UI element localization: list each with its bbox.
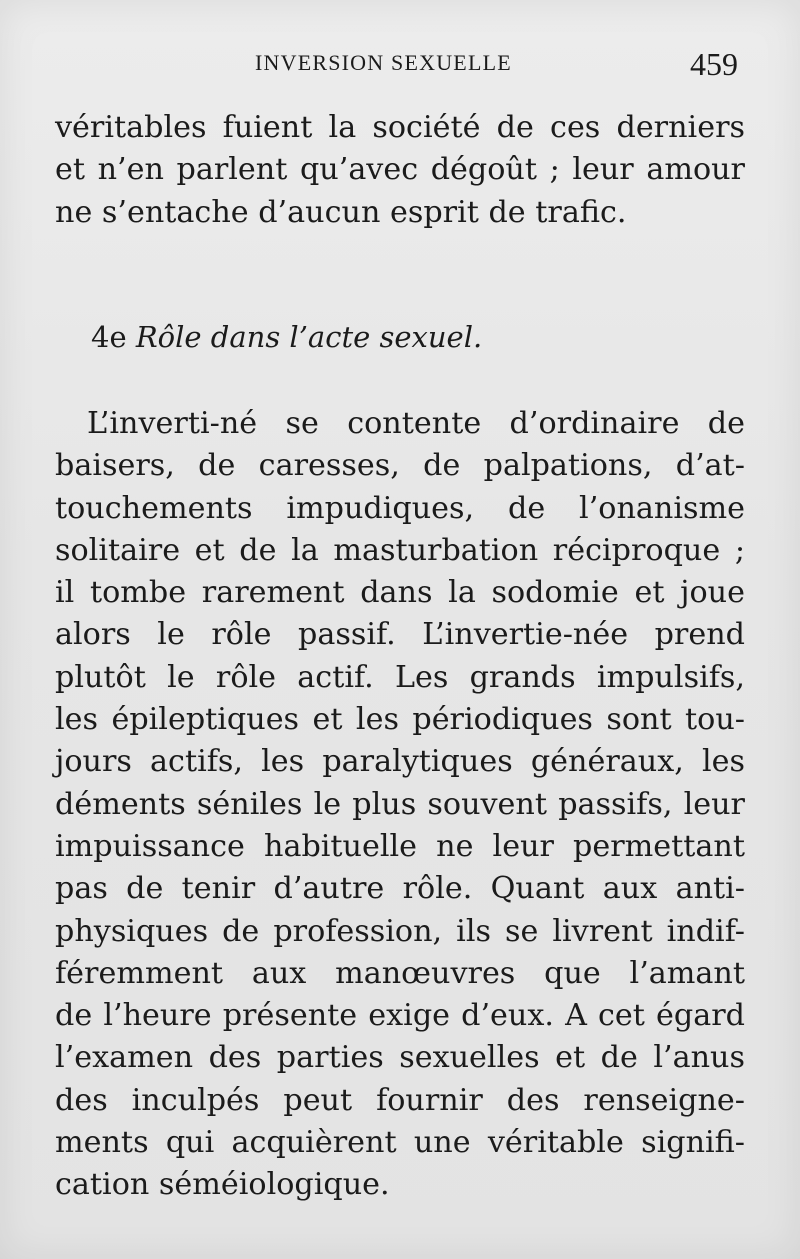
running-head	[0, 46, 800, 86]
text-line: des inculpés peut fournir des renseigne-	[55, 1082, 745, 1118]
text-line: L’inverti-né se contente d’ordinaire de	[87, 406, 745, 441]
text-line: déments séniles le plus souvent passifs, leur	[55, 786, 745, 822]
text-line: de l’heure présente exige d’eux. A cet égard	[55, 998, 745, 1034]
text-line: pas de tenir d’autre rôle. Quant aux anti-	[55, 871, 745, 907]
text-line: touchements impudiques, de l’onanisme	[55, 490, 745, 526]
text-line: féremment aux manœuvres que l’amant	[55, 955, 745, 991]
text-line: ne s’entache d’aucun esprit de trafic.	[55, 194, 627, 230]
text-line: solitaire et de la masturbation réciproque ;	[55, 532, 745, 568]
text-line: physiques de profession, ils se livrent indif-	[55, 913, 745, 949]
text-line: impuissance habituelle ne leur permettant	[55, 828, 745, 864]
text-line: les épileptiques et les périodiques sont tou-	[55, 702, 745, 738]
text-line: ments qui acquièrent une véritable signifi-	[55, 1125, 745, 1161]
section-heading	[91, 320, 482, 354]
text-line: l’examen des parties sexuelles et de l’anus	[55, 1040, 745, 1076]
text-line: alors le rôle passif. L’invertie-née prend	[55, 617, 745, 653]
text-line: cation séméiologique.	[55, 1167, 390, 1203]
running-title: INVERSION SEXUELLE	[255, 50, 512, 75]
text-line: plutôt le rôle actif. Les grands impulsifs,	[55, 659, 745, 695]
text-line: il tombe rarement dans la sodomie et joue	[55, 575, 745, 611]
text-line: et n’en parlent qu’avec dégoût ; leur amour	[55, 152, 745, 188]
text-line: véritables fuient la société de ces derniers	[55, 110, 745, 145]
paragraph-continued	[55, 107, 745, 234]
section-number: 4e	[91, 320, 127, 354]
text-line: baisers, de caresses, de palpations, d’at-	[55, 448, 745, 484]
text-line: jours actifs, les paralytiques généraux, les	[55, 744, 745, 780]
paragraph-body	[55, 403, 745, 1207]
page-number: 459	[690, 46, 738, 82]
section-title: Rôle dans l’acte sexuel.	[135, 320, 483, 354]
